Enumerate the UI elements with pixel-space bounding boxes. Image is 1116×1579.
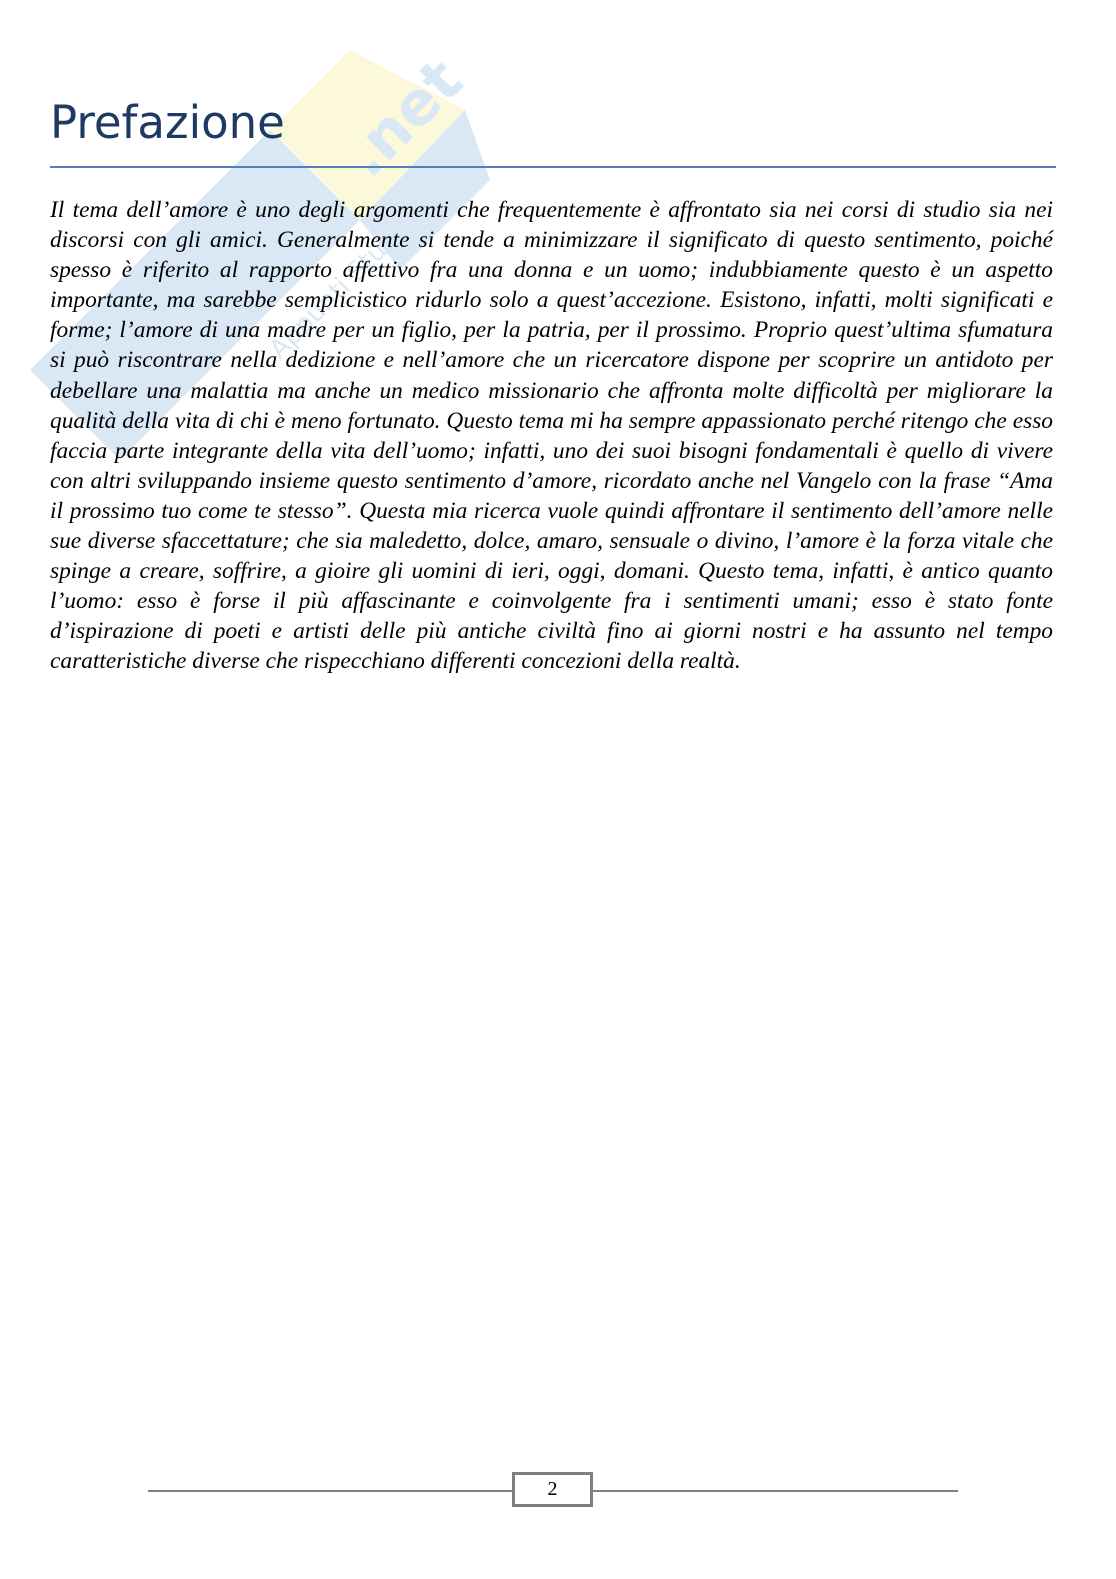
watermark-tagline: Appunti Studente xyxy=(263,182,447,365)
watermark-text: .net xyxy=(331,45,476,191)
footer-rule-right xyxy=(593,1490,958,1492)
footer-rule-left xyxy=(148,1490,514,1492)
title-underline xyxy=(50,166,1056,168)
preface-paragraph: Il tema dell’amore è uno degli argomenti che frequentemente è affrontato sia nei corsi di studio sia nei discorsi con gli amici. Generalmente si tende a minimizzare il significato di questo sentimento, poiché spesso è riferito al rapporto affettivo fra una donna e un uomo; indubbiamente questo è un aspetto importante, ma sarebbe semplicistico ridurlo solo a quest’accezione. Esistono, infatti, molti significati e forme; l’amore di una madre per un figlio, per la patria, per il prossimo. Proprio quest’ultima sfumatura si può riscontrare nella dedizione e nell’amore che un ricercatore dispone per scoprire un antidoto per debellare una malattia ma anche un medico missionario che affronta molte difficoltà per migliorare la qualità della vita di chi è meno fortunato. Questo tema mi ha sempre appassionato perché ritengo che esso faccia parte integrante della vita dell’uomo; infatti, uno dei suoi bisogni fondamentali è quello di vivere con altri sviluppando insieme questo sentimento d’amore, ricordato anche nel Vangelo con la frase “Ama il prossimo tuo come te stesso”. Questa mia ricerca vuole quindi affrontare il sentimento dell’amore nelle sue diverse sfaccettature; che sia maledetto, dolce, amaro, sensuale o divino, l’amore è la forza vitale che spinge a creare, soffrire, a gioire gli uomini di ieri, oggi, domani. Questo tema, infatti, è antico quanto l’uomo: esso è forse il più affascinante e coinvolgente fra i sentimenti umani; esso è stato fonte d’ispirazione di poeti e artisti delle più antiche civiltà fino ai giorni nostri e ha assunto nel tempo caratteristiche diverse che rispecchiano differenti concezioni della realtà. xyxy=(50,197,1053,675)
page-number: 2 xyxy=(512,1472,593,1507)
page-title: Prefazione xyxy=(50,96,285,149)
